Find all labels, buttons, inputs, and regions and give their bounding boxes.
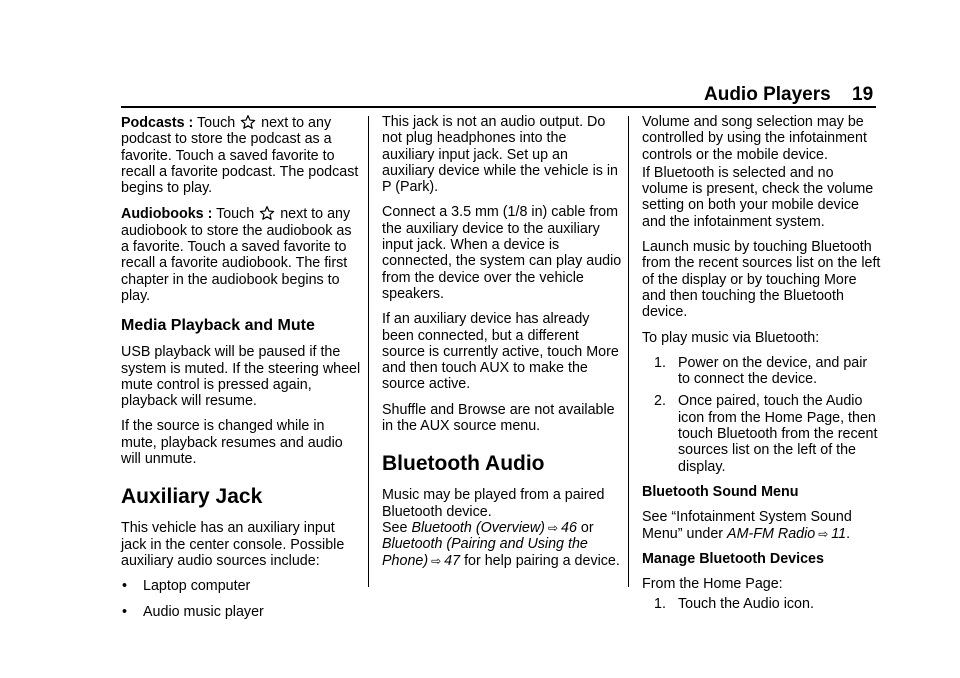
bluetooth-paragraph-5: To play music via Bluetooth: — [642, 329, 820, 346]
podcasts-text: next to any podcast to store the podcast as a favorite. Touch a saved favorite to recall a favorite podcast. The podcast begins to play. — [121, 115, 359, 197]
aux-paragraph-1: This vehicle has an auxiliary input jack in the center console. Possible auxiliary audio sources include: — [121, 520, 345, 569]
page-ref-arrow-icon: ⇨ — [431, 553, 442, 568]
bullet-dot: • — [122, 578, 128, 595]
step-text: Touch the Audio icon. — [678, 596, 814, 613]
aux-paragraph-4: If an auxiliary device has already been connected, but a different source is currently active, touch More and then touch AUX to make the source active. — [382, 311, 619, 393]
aux-paragraph-5: Shuffle and Browse are not available in the AUX source menu. — [382, 401, 615, 435]
podcasts-paragraph — [121, 114, 361, 196]
manage-devices-heading: Manage Bluetooth Devices — [642, 550, 824, 567]
list-item — [642, 393, 882, 474]
column-2 — [382, 114, 622, 578]
bullet-item — [121, 604, 361, 620]
xref-page-number[interactable]: 47 — [444, 552, 461, 569]
page-number: 19 — [852, 84, 874, 105]
audiobooks-touch: Touch — [216, 206, 255, 223]
list-item — [642, 355, 882, 388]
bluetooth-paragraph-3: If Bluetooth is selected and no volume is present, check the volume setting on both your mobile device and the infotainment system. — [642, 164, 874, 230]
column-3 — [642, 114, 882, 622]
step-number: 2. — [654, 393, 666, 410]
xref-bluetooth-overview[interactable]: Bluetooth (Overview) — [411, 519, 545, 536]
xref-bluetooth-pairing[interactable]: Bluetooth (Pairing and Using the Phone) — [382, 536, 588, 569]
sound-menu-heading: Bluetooth Sound Menu — [642, 483, 799, 500]
section-title: Audio Players — [704, 84, 831, 105]
media-playback-heading: Media Playback and Mute — [121, 317, 315, 335]
help-text: for help pairing a device. — [464, 552, 620, 569]
bullet-dot: • — [122, 603, 128, 620]
or-text: or — [580, 519, 594, 536]
bullet-text: Laptop computer — [143, 578, 251, 595]
xref-am-fm-radio[interactable]: AM-FM Radio — [727, 525, 816, 542]
favorite-star-icon — [259, 205, 275, 221]
bluetooth-paragraph-2: Volume and song selection may be controlled by using the infotainment controls or the mobile device. — [642, 114, 867, 163]
bullet-item — [121, 578, 361, 594]
bluetooth-paragraph-1 — [382, 487, 622, 568]
step-text: Power on the device, and pair to connect the device. — [678, 354, 868, 388]
see-text: See — [382, 519, 408, 536]
xref-page-number[interactable]: 11 — [831, 525, 847, 542]
aux-paragraph-2: This jack is not an audio output. Do not plug headphones into the auxiliary input jack. Set up an auxiliary device while the vehicle is in P (Park). — [382, 114, 619, 196]
page-ref-arrow-icon: ⇨ — [547, 520, 558, 535]
step-number: 1. — [654, 354, 666, 371]
column-divider-left — [368, 116, 369, 587]
favorite-star-icon — [240, 114, 256, 130]
page-ref-arrow-icon: ⇨ — [818, 526, 829, 541]
media-paragraph-2: If the source is changed while in mute, playback resumes and audio will unmute. — [121, 418, 343, 468]
media-paragraph-1: USB playback will be paused if the system is muted. If the steering wheel mute control is pressed again, playback will resume. — [121, 344, 361, 410]
step-text: Once paired, touch the Audio icon from the Home Page, then touch Bluetooth from the recent sources list on the left of the display. — [678, 393, 878, 475]
auxiliary-jack-heading: Auxiliary Jack — [121, 485, 263, 509]
step-number: 1. — [654, 596, 666, 613]
column-divider-right — [628, 116, 629, 587]
podcasts-touch: Touch — [197, 115, 236, 131]
period: . — [846, 525, 851, 542]
list-item — [642, 596, 882, 612]
bullet-text: Audio music player — [143, 603, 264, 620]
manage-paragraph: From the Home Page: — [642, 576, 783, 593]
bluetooth-audio-heading: Bluetooth Audio — [382, 452, 545, 476]
bluetooth-paragraph-4: Launch music by touching Bluetooth from the recent sources list on the left of the display or by touching More and then touching the Bluetooth device. — [642, 239, 881, 321]
aux-paragraph-3: Connect a 3.5 mm (1/8 in) cable from the auxiliary device to the auxiliary input jack. When a device is connected, the system can play audio from the device over the vehicle speakers. — [382, 204, 622, 302]
xref-page-number[interactable]: 46 — [561, 519, 577, 536]
column-1 — [121, 114, 361, 629]
audiobooks-paragraph — [121, 205, 361, 304]
audiobooks-label: Audiobooks : — [121, 206, 213, 223]
header-rule — [121, 106, 876, 108]
steps-list — [642, 355, 882, 475]
sound-menu-text: See “Infotainment System Sound Menu” under — [642, 509, 852, 542]
manage-steps-list — [642, 596, 882, 612]
sound-menu-paragraph — [642, 509, 882, 542]
bluetooth-intro: Music may be played from a paired Bluetooth device. — [382, 487, 605, 520]
audiobooks-text: next to any audiobook to store the audiobook as a favorite. Touch a saved favorite to recall a favorite audiobook. The first chapter in the audiobook begins to play. — [121, 206, 352, 304]
podcasts-label: Podcasts : — [121, 115, 194, 131]
